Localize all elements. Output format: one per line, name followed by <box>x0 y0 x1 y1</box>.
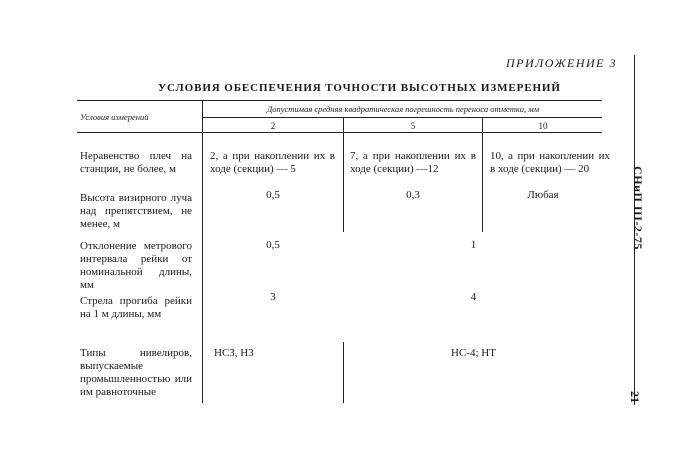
table-top-rule <box>77 100 602 101</box>
cell-meter-interval-2: 0,5 <box>266 239 280 251</box>
cell-level-types-2: НС3, Н3 <box>214 347 254 359</box>
row-label-staff-deflection: Стрела прогиба рейки на 1 м длины, мм <box>80 295 192 320</box>
header-conditions: Условия измерений <box>80 112 149 122</box>
page-title: УСЛОВИЯ ОБЕСПЕЧЕНИЯ ТОЧНОСТИ ВЫСОТНЫХ ИЗМЕРЕНИЙ <box>158 82 561 94</box>
document-code: СНиП III-2-75 <box>631 166 645 250</box>
row-label-meter-interval: Отклонение метрового интервала рейки от номинальной длины, мм <box>80 240 192 291</box>
column-header-10: 10 <box>538 121 548 131</box>
cell-sight-height-10: Любая <box>527 189 559 201</box>
column-rule-1 <box>202 100 203 403</box>
header-split-rule <box>202 117 602 118</box>
cell-staff-deflection-2: 3 <box>270 291 276 303</box>
cell-sight-height-5: 0,3 <box>406 189 420 201</box>
appendix-label: ПРИЛОЖЕНИЕ 3 <box>506 56 617 70</box>
row-label-sight-height: Высота визирного луча над препятствием, не менее, м <box>80 192 192 230</box>
cell-staff-deflection-5-10: 4 <box>470 291 477 303</box>
column-rule-2-lower <box>343 342 344 403</box>
cell-arm-inequality-2: 2, а при накоплении их в ходе (секции) — 5 <box>210 150 335 175</box>
row-label-arm-inequality: Неравенство плеч на станции, не более, м <box>80 150 192 175</box>
column-header-2: 2 <box>270 121 276 131</box>
cell-arm-inequality-5: 7, а при накоплении их в ходе (секции) —12 <box>350 150 476 175</box>
cell-level-types-5-10: НС-4; НТ <box>451 347 496 359</box>
row-label-level-types: Типы нивелиров, выпускаемые промышленностью или им равноточные <box>80 347 192 398</box>
header-error: Допустимая средняя квадратическая погрешность переноса отметки, мм <box>266 104 540 114</box>
column-header-5: 5 <box>410 121 416 131</box>
page-number: 21 <box>628 391 642 403</box>
cell-meter-interval-5-10: 1 <box>470 239 477 251</box>
cell-arm-inequality-10: 10, а при накоплении их в ходе (секции) — 20 <box>490 150 610 175</box>
column-rule-3 <box>482 117 483 232</box>
cell-sight-height-2: 0,5 <box>266 189 280 201</box>
column-rule-2 <box>343 117 344 232</box>
